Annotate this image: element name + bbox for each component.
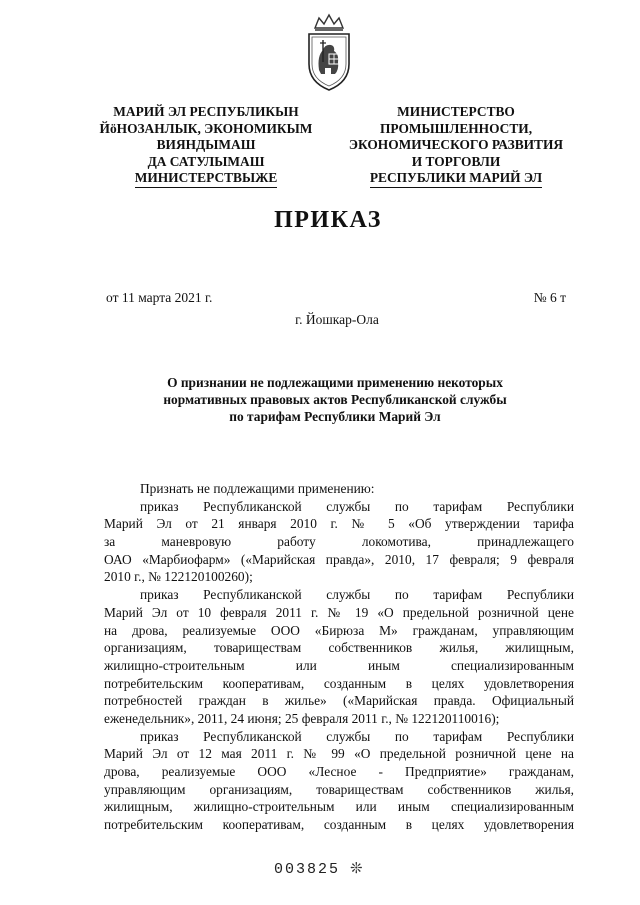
body-line: приказ Республиканской службы по тарифам Республики bbox=[140, 587, 574, 603]
header-left-line: ДА САТУЛЫМАШ bbox=[147, 153, 265, 169]
body-line: организациям, товариществам собственников жилья, жилищным, bbox=[104, 640, 574, 656]
document-body bbox=[104, 480, 574, 834]
title-line: О признании не подлежащими применению некоторых bbox=[167, 375, 503, 390]
body-line: жилищным, жилищно-строительным или иным специализированным bbox=[104, 799, 574, 815]
body-line: за маневровую работу локомотива, принадлежащего bbox=[104, 534, 574, 550]
decorative-mark-icon: ❊ bbox=[350, 859, 365, 877]
body-line: на дрова, реализуемые ООО «Бирюза М» гражданам, управляющим bbox=[104, 622, 574, 638]
coat-of-arms-icon bbox=[301, 12, 357, 94]
title-line: нормативных правовых актов Республиканской службы bbox=[163, 392, 507, 407]
header-right-line: МИНИСТЕРСТВО bbox=[397, 104, 515, 119]
body-line: еженедельник», 2011, 24 июня; 25 февраля 2011 г., № 122120110016); bbox=[104, 710, 500, 726]
body-line: потребностей граждан в жилье» («Марийская правда. Официальный bbox=[104, 693, 574, 709]
header-left-line: ВИЯНДЫМАШ bbox=[156, 137, 256, 153]
body-line: жилищно-строительным или иным специализированным bbox=[104, 657, 574, 673]
header-right-line: ПРОМЫШЛЕННОСТИ, bbox=[379, 120, 533, 136]
body-line: приказ Республиканской службы по тарифам Республики bbox=[140, 498, 574, 514]
body-line: 2010 г., № 122120100260); bbox=[104, 569, 253, 585]
body-line: Признать не подлежащими применению: bbox=[140, 481, 375, 496]
document-type: ПРИКАЗ bbox=[274, 207, 382, 233]
body-line: Марий Эл от 12 мая 2011 г. № 99 «О предельной розничной цене на bbox=[104, 746, 574, 762]
header-right-line: ЭКОНОМИЧЕСКОГО РАЗВИТИЯ bbox=[348, 137, 564, 153]
header-right-line: И ТОРГОВЛИ bbox=[411, 153, 501, 169]
title-line: по тарифам Республики Марий Эл bbox=[229, 409, 441, 424]
serial-number-text: 003825 bbox=[274, 861, 341, 878]
header-right-line: РЕСПУБЛИКИ МАРИЙ ЭЛ bbox=[370, 170, 542, 188]
body-line: Марий Эл от 21 января 2010 г. № 5 «Об утверждении тарифа bbox=[104, 516, 574, 532]
body-line: дрова, реализуемые ООО «Лесное - Предприятие» гражданам, bbox=[104, 764, 574, 779]
body-line: приказ Республиканской службы по тарифам Республики bbox=[140, 728, 574, 744]
header-left-line: МИНИСТЕРСТВЫЖЕ bbox=[135, 170, 278, 188]
ministry-name-mari bbox=[86, 104, 326, 188]
document-date: от 11 марта 2021 г. bbox=[106, 290, 213, 305]
serial-number bbox=[274, 859, 365, 878]
header-left-line: МАРИЙ ЭЛ РЕСПУБЛИКЫН bbox=[113, 104, 299, 119]
header-left-line: ЙӧНОЗАНЛЫК, ЭКОНОМИКЫМ bbox=[99, 120, 313, 136]
body-line: потребительским кооперативам, созданным в целях удовлетворения bbox=[104, 817, 574, 833]
document-number: № 6 т bbox=[533, 290, 566, 305]
body-line: ОАО «Марбиофарм» («Марийская правда», 2010, 17 февраля; 9 февраля bbox=[104, 551, 574, 567]
document-title bbox=[120, 374, 550, 425]
ministry-name-russian bbox=[336, 104, 576, 188]
body-line: потребительским кооперативам, созданным в целях удовлетворения bbox=[104, 675, 574, 691]
document-city: г. Йошкар-Ола bbox=[295, 312, 379, 327]
body-line: Марий Эл от 10 февраля 2011 г. № 19 «О предельной розничной цене bbox=[104, 604, 574, 620]
body-line: управляющим организациям, товариществам собственников жилья, bbox=[104, 781, 574, 797]
